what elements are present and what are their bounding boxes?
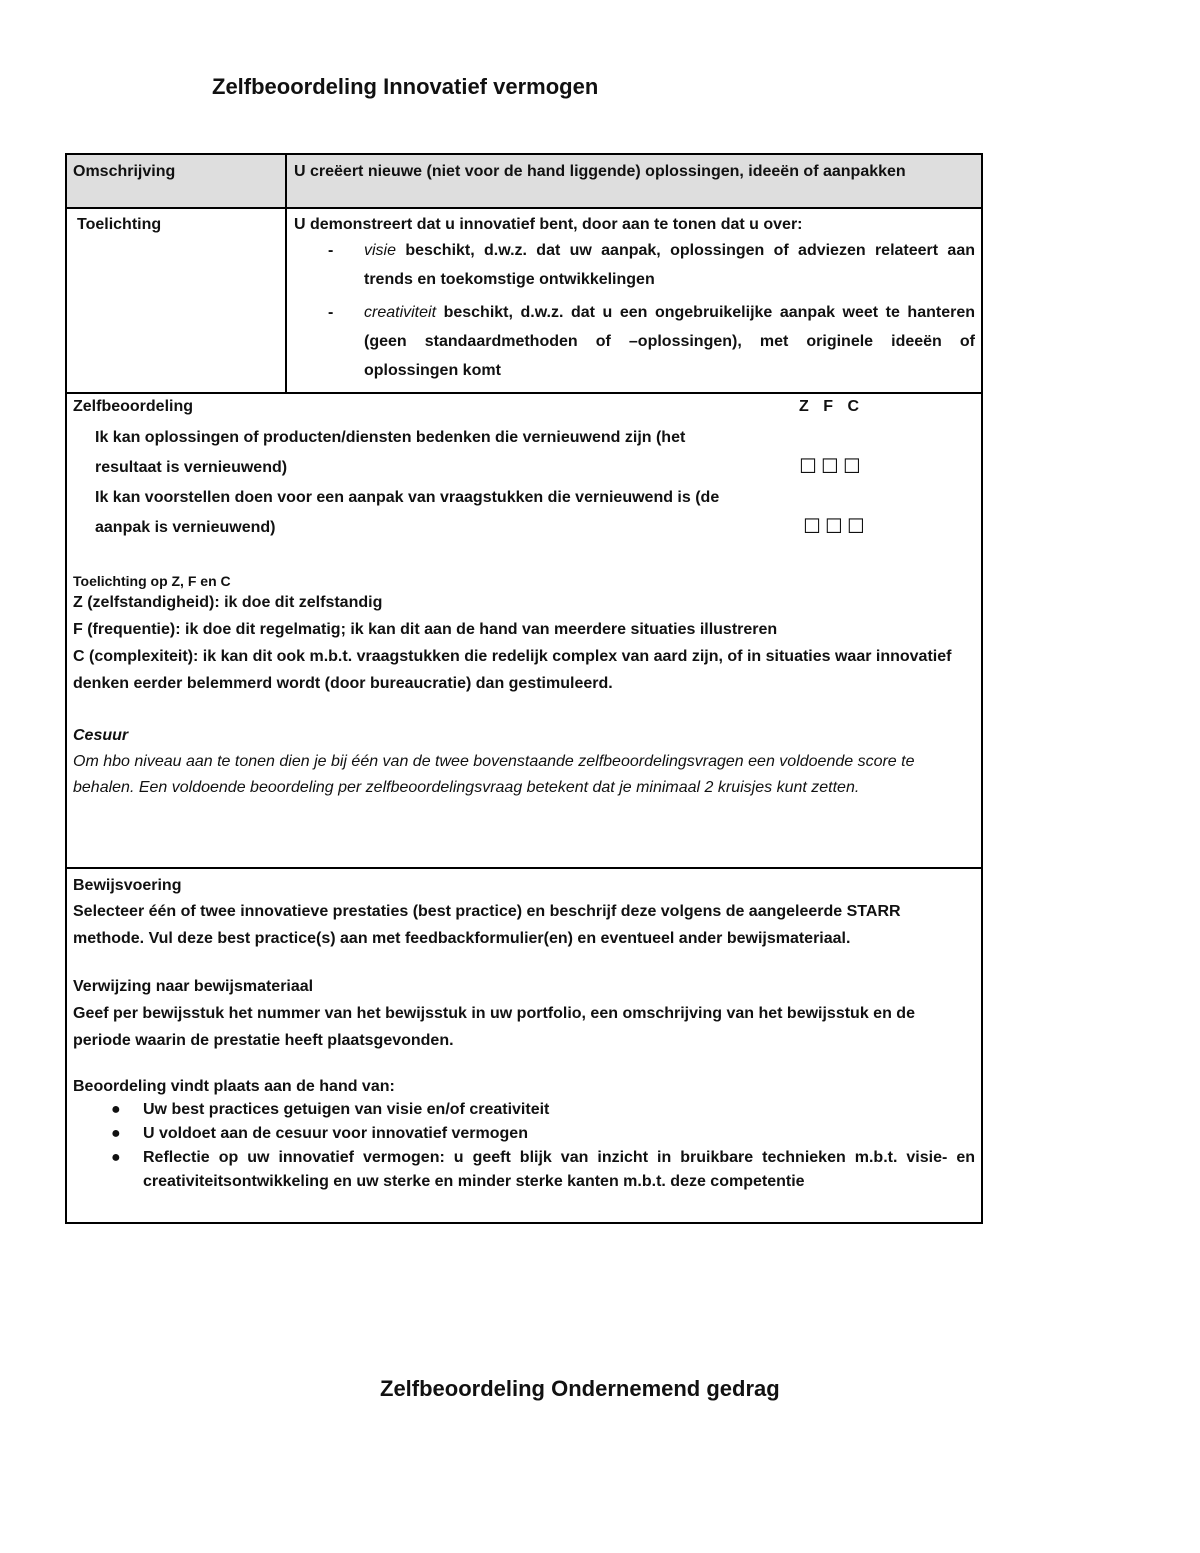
bewijsvoering-heading: Bewijsvoering	[73, 877, 182, 894]
dash-bullet: -	[328, 304, 334, 321]
bewijsvoering-section	[65, 868, 983, 1224]
list-item: ● Uw best practices getuigen van visie en/of creativiteit	[73, 1098, 975, 1122]
omschrijving-text: U creëert nieuwe (niet voor de hand liggende) oplossingen, ideeën of aanpakken	[294, 163, 906, 180]
section-title-ondernemend: Zelfbeoordeling Ondernemend gedrag	[380, 1376, 780, 1401]
c-definition: C (complexiteit): ik kan dit ook m.b.t. vraagstukken die redelijk complex van aard zijn, of in situaties waar innovatief denken eerder belemmerd wordt (door bureaucratie) dan gestimuleerd.	[73, 648, 952, 692]
beoordeling-heading: Beoordeling vindt plaats aan de hand van:	[73, 1078, 395, 1095]
omschrijving-label: Omschrijving	[67, 155, 287, 207]
verwijzing-heading: Verwijzing naar bewijsmateriaal	[73, 978, 314, 995]
toelichting-content	[287, 208, 981, 392]
criteria-list	[73, 1098, 975, 1194]
bullet-icon: ●	[111, 1101, 121, 1118]
zelfbeoordeling-heading: Zelfbeoordeling	[73, 398, 193, 415]
cesuur-text: Om hbo niveau aan te tonen dien je bij één van de twee bovenstaande zelfbeoordelingsvragen een voldoende score te behalen. Een voldoende beoordeling per zelfbeoordelingsvraag betekent dat je minimaal 2 kruisjes kunt zetten.	[73, 753, 915, 796]
item-emphasis: creativiteit	[364, 304, 437, 321]
question-1: Ik kan oplossingen of producten/diensten bedenken die vernieuwend zijn (het resultaat is vernieuwend)	[95, 429, 686, 476]
toelichting-row	[65, 208, 983, 394]
toelichting-item	[294, 236, 975, 294]
toelichting-zfc	[73, 573, 973, 801]
item-text: beschikt, d.w.z. dat uw aanpak, oplossingen of adviezen relateert aan trends en toekomstige ontwikkelingen	[364, 242, 975, 288]
f-definition: F (frequentie): ik doe dit regelmatig; ik kan dit aan de hand van meerdere situaties illustreren	[73, 621, 778, 638]
bewijsvoering-text: Selecteer één of twee innovatieve prestaties (best practice) en beschrijf deze volgens de aangeleerde STARR methode. Vul deze best practice(s) aan met feedbackformulier(en) en eventueel ander bewijsmateriaal.	[73, 903, 901, 947]
omschrijving-row	[65, 153, 983, 209]
item-emphasis: visie	[364, 242, 397, 259]
checkbox-group-2[interactable]: ☐☐☐	[803, 516, 869, 538]
dash-bullet: -	[328, 242, 334, 259]
verwijzing-text: Geef per bewijsstuk het nummer van het bewijsstuk in uw portfolio, een omschrijving van het bewijsstuk en de periode waarin de prestatie heeft plaatsgevonden.	[73, 1005, 915, 1049]
zfc-header: Z F C	[799, 398, 859, 415]
zelfbeoordeling-section	[65, 392, 983, 869]
toelichting-zfc-heading: Toelichting op Z, F en C	[73, 573, 231, 589]
item-text: beschikt, d.w.z. dat u een ongebruikelijke aanpak weet te hanteren (geen standaardmethoden of –oplossingen), met originele ideeën of oplossingen komt	[364, 304, 975, 379]
cesuur-heading: Cesuur	[73, 727, 129, 744]
toelichting-item	[294, 298, 975, 385]
toelichting-lead: U demonstreert dat u innovatief bent, door aan te tonen dat u over:	[294, 216, 803, 233]
checkbox-group-1[interactable]: ☐☐☐	[799, 456, 865, 478]
question-2: Ik kan voorstellen doen voor een aanpak van vraagstukken die vernieuwend is (de aanpak is vernieuwend)	[95, 489, 720, 536]
toelichting-label: Toelichting	[67, 208, 287, 392]
list-item: ● U voldoet aan de cesuur voor innovatief vermogen	[73, 1122, 975, 1146]
list-item: ● Reflectie op uw innovatief vermogen: u geeft blijk van inzicht in bruikbare technieken m.b.t. visie- en creativiteitsontwikkeling en uw sterke en minder sterke kanten m.b.t. deze competentie	[73, 1146, 975, 1194]
bullet-icon: ●	[111, 1125, 121, 1142]
z-definition: Z (zelfstandigheid): ik doe dit zelfstandig	[73, 594, 383, 611]
bullet-icon: ●	[111, 1149, 121, 1166]
page-title: Zelfbeoordeling Innovatief vermogen	[212, 74, 599, 99]
